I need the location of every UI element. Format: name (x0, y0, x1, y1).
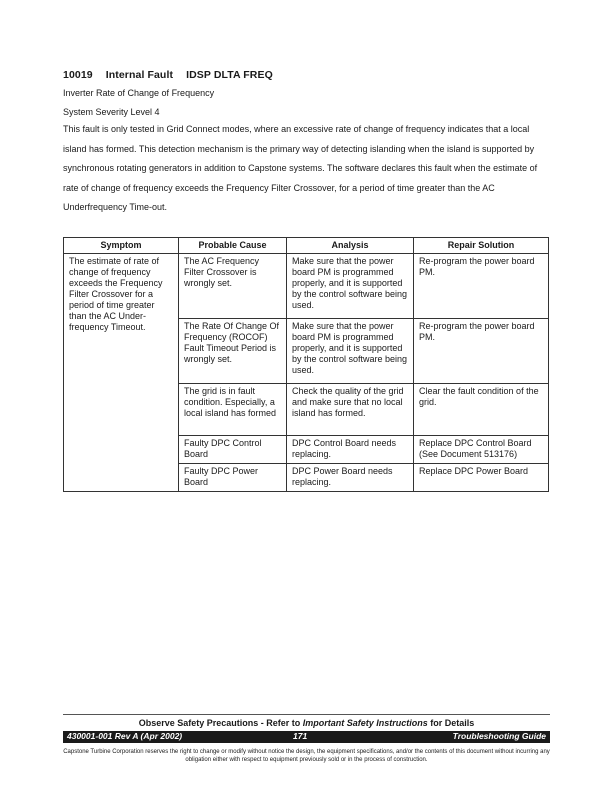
safety-emphasis: Important Safety Instructions (302, 718, 428, 728)
header-analysis: Analysis (287, 238, 414, 254)
header-repair-solution: Repair Solution (414, 238, 549, 254)
doc-number: 430001-001 Rev A (Apr 2002) (67, 731, 183, 741)
solution-cell: Replace DPC Power Board (414, 464, 549, 492)
analysis-cell: Make sure that the power board PM is programmed properly, and it is supported by the control software being used. (287, 319, 414, 384)
solution-cell: Clear the fault condition of the grid. (414, 384, 549, 436)
cause-cell: The AC Frequency Filter Crossover is wrongly set. (179, 254, 287, 319)
legal-disclaimer: Capstone Turbine Corporation reserves the right to change or modify without notice the design, the equipment specifications, and/or the contents of this document without incurring any obligation either with respect to equipment previously sold or in the process of construction. (63, 749, 550, 763)
table-header-row (64, 238, 549, 254)
cause-cell: The Rate Of Change Of Frequency (ROCOF) Fault Timeout Period is wrongly set. (179, 319, 287, 384)
header-symptom: Symptom (64, 238, 179, 254)
analysis-cell: DPC Control Board needs replacing. (287, 436, 414, 464)
fault-code: 10019 (63, 69, 93, 81)
severity-level: System Severity Level 4 (63, 107, 160, 117)
symptom-cell: The estimate of rate of change of frequency exceeds the Frequency Filter Crossover for a period of time greater than the AC Under-frequency Timeout. (64, 254, 179, 492)
solution-cell: Re-program the power board PM. (414, 319, 549, 384)
guide-title: Troubleshooting Guide (452, 731, 546, 741)
safety-suffix: for Details (427, 718, 475, 728)
footer-bar (63, 731, 550, 743)
fault-name: Internal Fault (105, 69, 174, 81)
analysis-cell: Check the quality of the grid and make sure that no local island has formed. (287, 384, 414, 436)
header-probable-cause: Probable Cause (179, 238, 287, 254)
cause-cell: The grid is in fault condition. Especially, a local island has formed (179, 384, 287, 436)
safety-prefix: Observe Safety Precautions - Refer to (138, 718, 303, 728)
analysis-cell: DPC Power Board needs replacing. (287, 464, 414, 492)
table-row (64, 254, 549, 319)
fault-heading (63, 69, 283, 81)
solution-cell: Replace DPC Control Board (See Document 513176) (414, 436, 549, 464)
cause-cell: Faulty DPC Power Board (179, 464, 287, 492)
troubleshooting-table (63, 237, 549, 492)
safety-notice (63, 714, 550, 728)
solution-cell: Re-program the power board PM. (414, 254, 549, 319)
fault-subtitle: Inverter Rate of Change of Frequency (63, 88, 215, 98)
fault-description: This fault is only tested in Grid Connect modes, where an excessive rate of change of frequency indicates that a local island has formed. This detection mechanism is the primary way of detecting islanding when the island is supported by synchronous rotating generators in addition to Capstone systems. The software declares this fault when the estimate of rate of change of frequency exceeds the Frequency Filter Crossover, for a period of time greater than the AC Underfrequency Time-out. (63, 124, 538, 212)
cause-cell: Faulty DPC Control Board (179, 436, 287, 464)
fault-id: IDSP DLTA FREQ (186, 69, 273, 81)
analysis-cell: Make sure that the power board PM is programmed properly, and it is supported by the control software being used. (287, 254, 414, 319)
page-number: 171 (293, 731, 308, 741)
